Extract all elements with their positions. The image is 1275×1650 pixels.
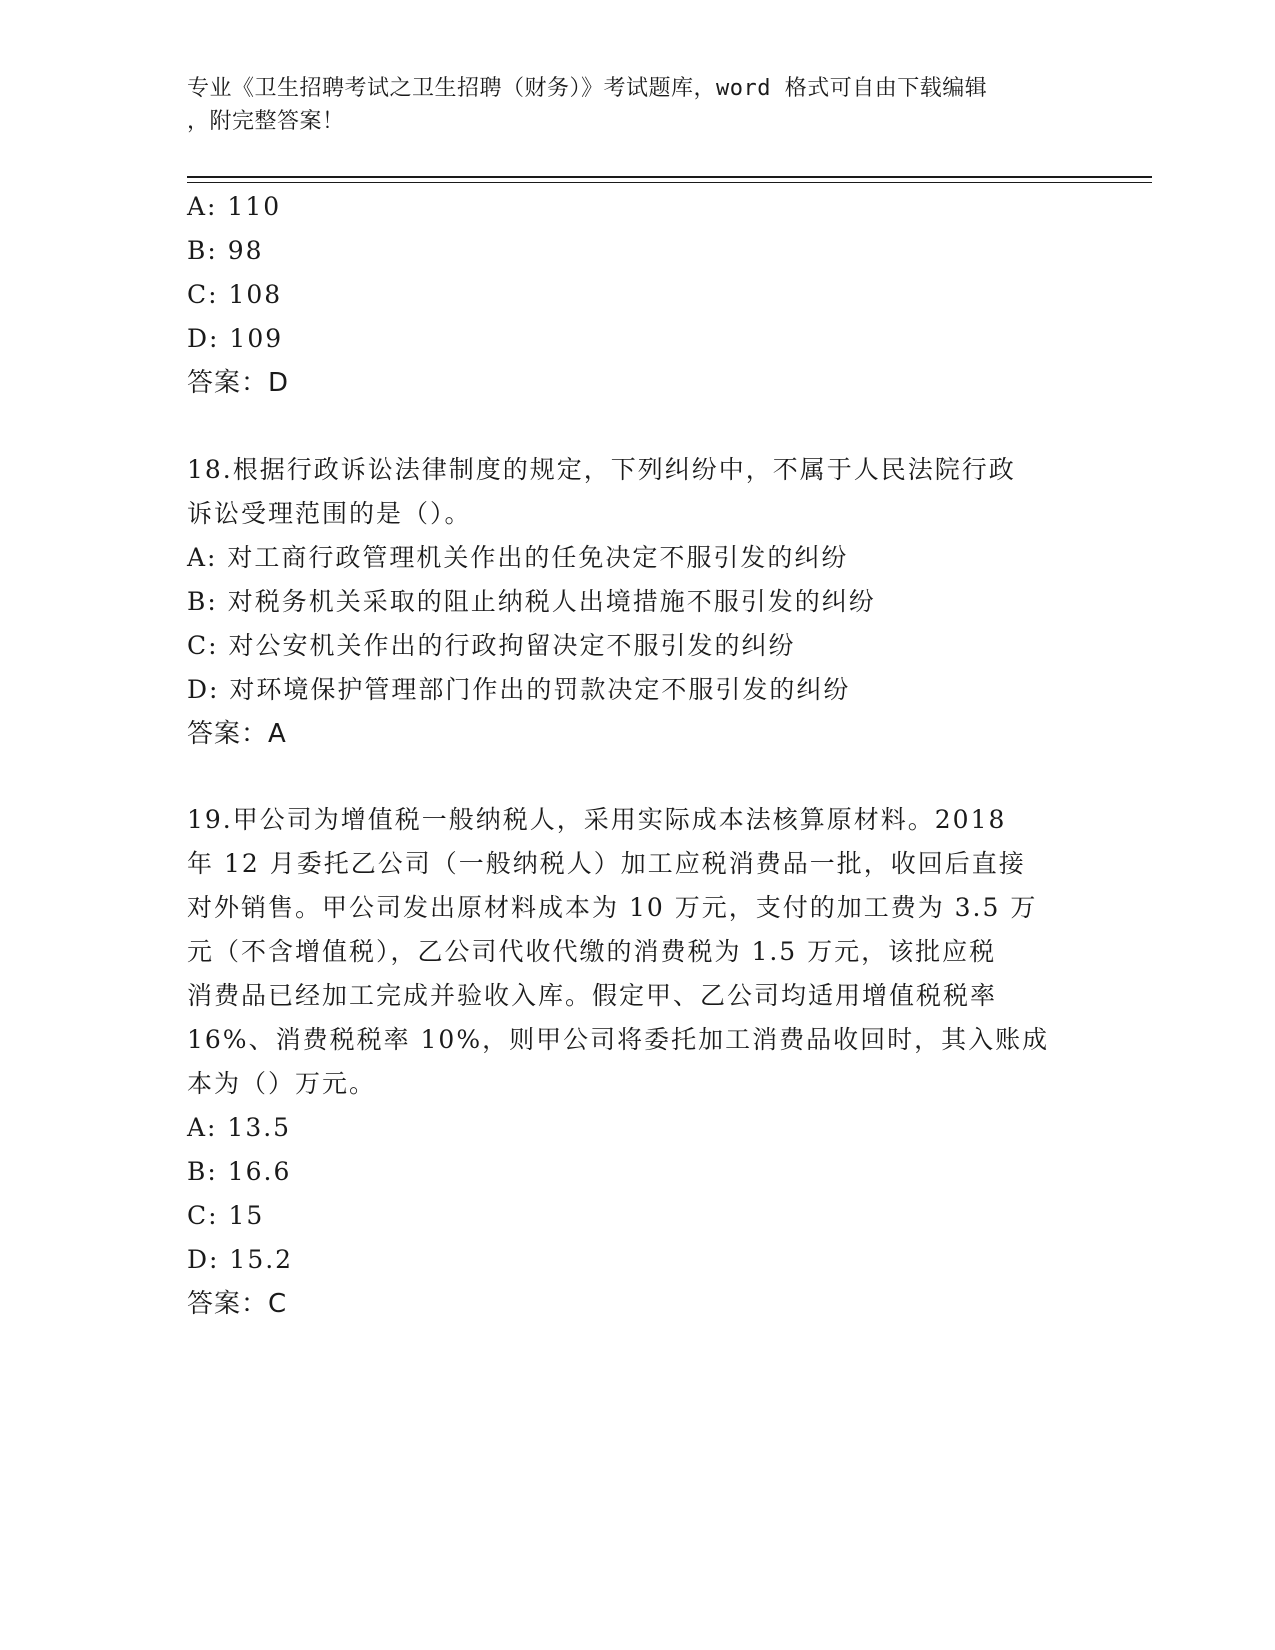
q17-option-a: A: 110 [187,192,282,221]
q19-stem-line-5: 消费品已经加工完成并验收入库。假定甲、乙公司均适用增值税税率 [187,981,998,1010]
q19-stem-line-7: 本为（）万元。 [187,1069,377,1098]
q19-option-d: D: 15.2 [187,1245,294,1274]
q17-option-c: C: 108 [187,280,283,309]
q18-option-a: A: 对工商行政管理机关作出的任免决定不服引发的纠纷 [187,543,849,572]
header-line-1: 专业《卫生招聘考试之卫生招聘（财务）》考试题库，word 格式可自由下载编辑 [187,76,988,101]
q18-option-b: B: 对税务机关采取的阻止纳税人出境措施不服引发的纠纷 [187,587,876,616]
q19-stem-line-4: 元（不含增值税），乙公司代收代缴的消费税为 1.5 万元，该批应税 [187,937,997,966]
header-divider-thin [187,182,1152,183]
q19-stem-line-1: 19.甲公司为增值税一般纳税人，采用实际成本法核算原材料。2018 [187,805,1007,834]
q18-option-d: D: 对环境保护管理部门作出的罚款决定不服引发的纠纷 [187,675,851,704]
q18-answer: 答案：A [187,719,287,749]
header-line-2: ，附完整答案！ [187,109,345,134]
q19-answer: 答案：C [187,1289,288,1319]
header-divider-thick [187,176,1152,178]
q19-option-c: C: 15 [187,1201,265,1230]
q19-stem-line-3: 对外销售。甲公司发出原材料成本为 10 万元，支付的加工费为 3.5 万 [187,893,1038,922]
q19-stem-line-2: 年 12 月委托乙公司（一般纳税人）加工应税消费品一批，收回后直接 [187,849,1026,878]
q17-answer: 答案：D [187,368,290,398]
q18-option-c: C: 对公安机关作出的行政拘留决定不服引发的纠纷 [187,631,796,660]
q17-option-b: B: 98 [187,236,264,265]
q19-stem-line-6: 16%、消费税税率 10%，则甲公司将委托加工消费品收回时，其入账成 [187,1025,1050,1054]
q17-option-d: D: 109 [187,324,284,353]
q19-option-b: B: 16.6 [187,1157,292,1186]
document-header [187,72,1077,138]
q18-stem-line-1: 18.根据行政诉讼法律制度的规定，下列纠纷中，不属于人民法院行政 [187,455,1016,484]
q18-stem-line-2: 诉讼受理范围的是（）。 [187,499,472,528]
q19-option-a: A: 13.5 [187,1113,292,1142]
